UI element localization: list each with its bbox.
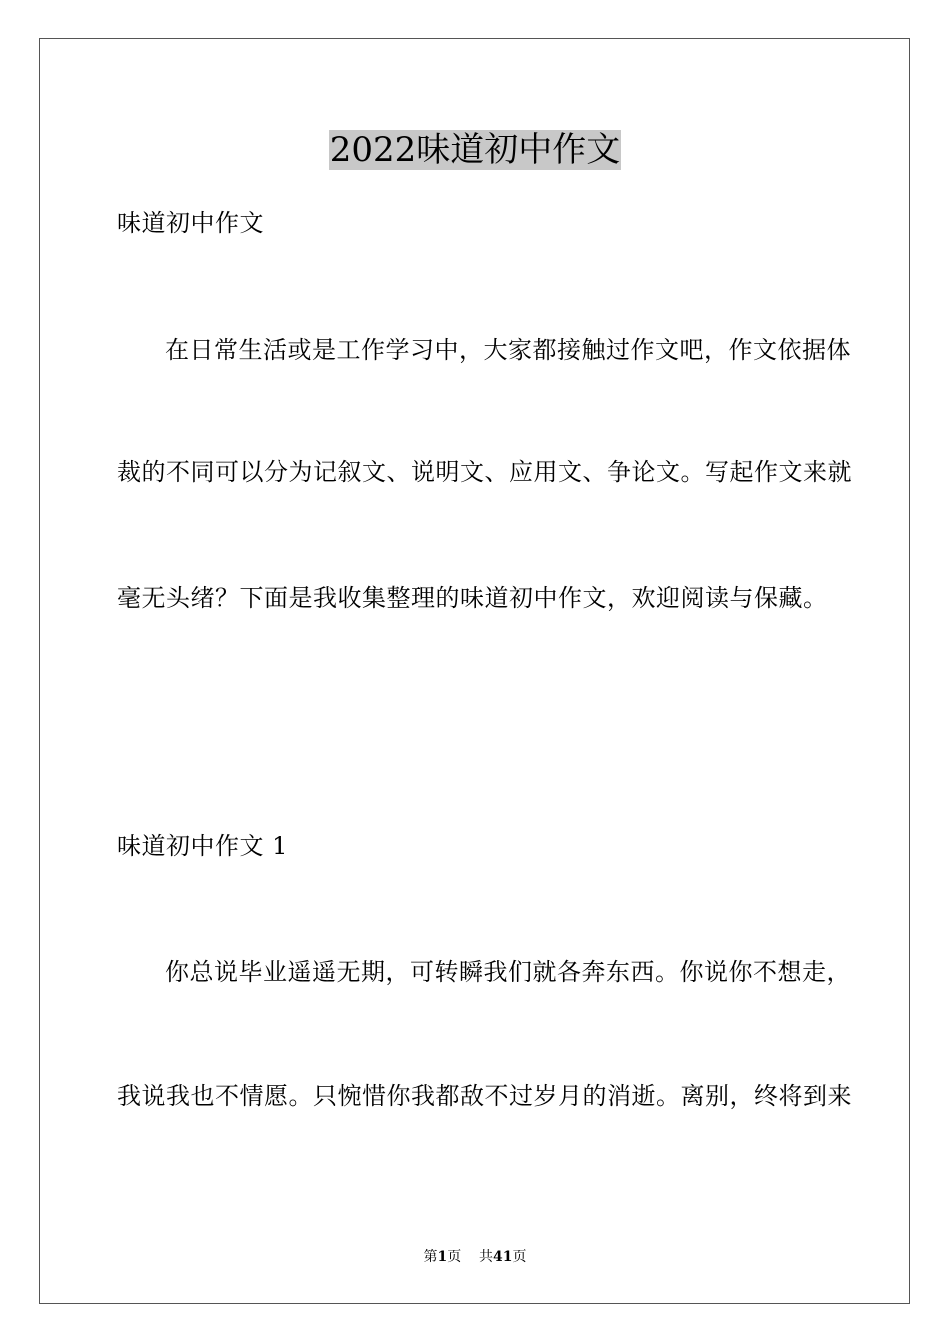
intro-line-2: 裁的不同可以分为记叙文、说明文、应用文、争论文。写起作文来就	[117, 458, 852, 486]
total-prefix: 共	[479, 1249, 494, 1265]
document-subtitle: 味道初中作文	[117, 209, 264, 237]
page-number: 1	[437, 1249, 448, 1265]
total-pages: 41	[493, 1249, 513, 1265]
body-line-2: 我说我也不情愿。只惋惜你我都敌不过岁月的消逝。离别，终将到来	[117, 1082, 852, 1110]
total-suffix: 页	[512, 1249, 527, 1265]
page-suffix: 页	[447, 1249, 462, 1265]
intro-line-3: 毫无头绪？下面是我收集整理的味道初中作文，欢迎阅读与保藏。	[117, 584, 828, 612]
document-title	[0, 126, 950, 174]
body-line-1: 你总说毕业遥遥无期，可转瞬我们就各奔东西。你说你不想走，	[165, 958, 851, 986]
intro-line-1: 在日常生活或是工作学习中，大家都接触过作文吧，作文依据体	[165, 336, 851, 364]
document-title-text: 2022味道初中作文	[329, 130, 621, 170]
page-footer	[0, 1247, 950, 1267]
page-prefix: 第	[423, 1249, 438, 1265]
section-heading: 味道初中作文 1	[117, 832, 288, 860]
